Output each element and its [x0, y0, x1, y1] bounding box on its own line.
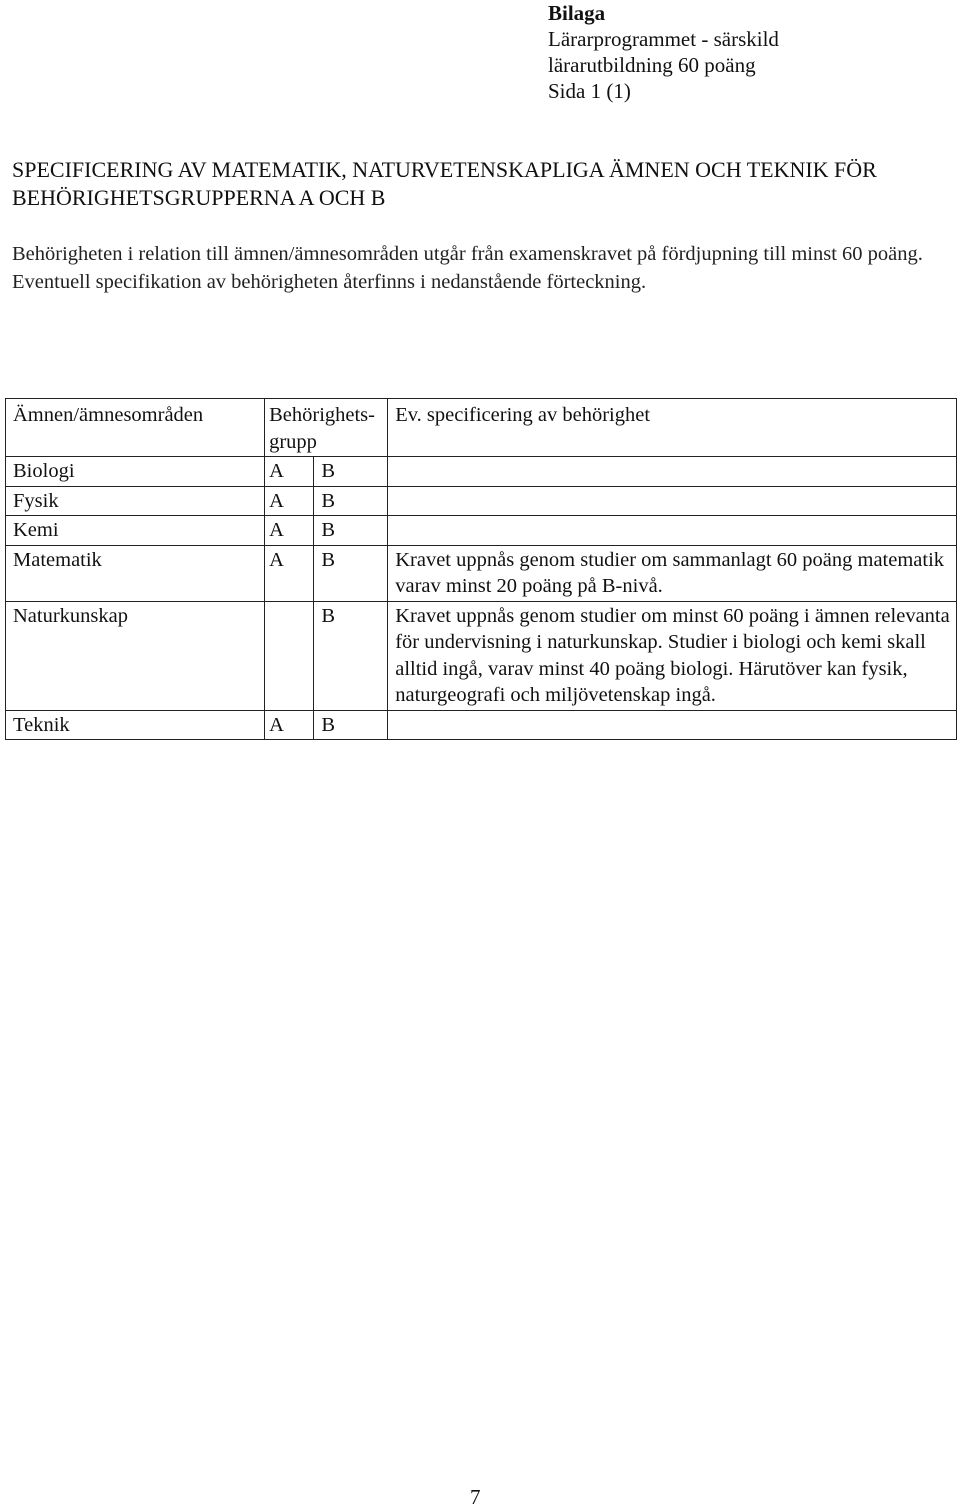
page-number: 7	[470, 1485, 481, 1509]
group-a-cell: A	[265, 457, 314, 487]
table-row	[6, 486, 957, 516]
document-header	[548, 0, 779, 104]
table-header-row	[6, 399, 957, 457]
subject-cell: Naturkunskap	[6, 601, 265, 710]
group-b-cell: B	[314, 457, 388, 487]
subject-cell: Matematik	[6, 545, 265, 601]
specification-cell	[388, 516, 957, 546]
group-a-cell: A	[265, 486, 314, 516]
group-a-cell: A	[265, 516, 314, 546]
specification-cell	[388, 710, 957, 740]
group-b-cell: B	[314, 545, 388, 601]
specification-cell: Kravet uppnås genom studier om minst 60 poäng i ämnen relevanta för undervisning i naturkunskap. Studier i biologi och kemi skall alltid ingå, varav minst 40 poäng biologi. Härutöver kan fysik, naturgeografi och miljövetenskap ingå.	[388, 601, 957, 710]
qualification-table	[5, 398, 957, 740]
header-subject: Ämnen/ämnesområden	[6, 399, 265, 457]
subject-cell: Biologi	[6, 457, 265, 487]
table-row	[6, 601, 957, 710]
group-b-cell: B	[314, 486, 388, 516]
table-row	[6, 457, 957, 487]
appendix-label: Bilaga	[548, 1, 606, 25]
specification-cell: Kravet uppnås genom studier om sammanlagt 60 poäng matematik varav minst 20 poäng på B-nivå.	[388, 545, 957, 601]
subject-cell: Kemi	[6, 516, 265, 546]
program-name-line1: Lärarprogrammet - särskild	[548, 27, 779, 51]
header-specification: Ev. specificering av behörighet	[388, 399, 957, 457]
subject-cell: Fysik	[6, 486, 265, 516]
intro-paragraph: Behörigheten i relation till ämnen/ämnesområden utgår från examenskravet på fördjupning till minst 60 poäng. Eventuell specifikation av behörigheten återfinns i nedanstående förteckning.	[12, 243, 923, 293]
document-heading: SPECIFICERING AV MATEMATIK, NATURVETENSKAPLIGA ÄMNEN OCH TEKNIK FÖR BEHÖRIGHETSGRUPPERNA A OCH B	[12, 157, 877, 210]
group-a-cell: A	[265, 545, 314, 601]
table-row	[6, 516, 957, 546]
group-b-cell: B	[314, 516, 388, 546]
program-name-line2: lärarutbildning 60 poäng	[548, 53, 756, 77]
group-b-cell: B	[314, 710, 388, 740]
specification-cell	[388, 486, 957, 516]
table-row	[6, 710, 957, 740]
specification-cell	[388, 457, 957, 487]
header-group: Behörighets-grupp	[265, 399, 388, 457]
table-row	[6, 545, 957, 601]
subject-cell: Teknik	[6, 710, 265, 740]
group-a-cell: A	[265, 710, 314, 740]
group-b-cell: B	[314, 601, 388, 710]
group-a-cell	[265, 601, 314, 710]
page-reference: Sida 1 (1)	[548, 79, 631, 103]
